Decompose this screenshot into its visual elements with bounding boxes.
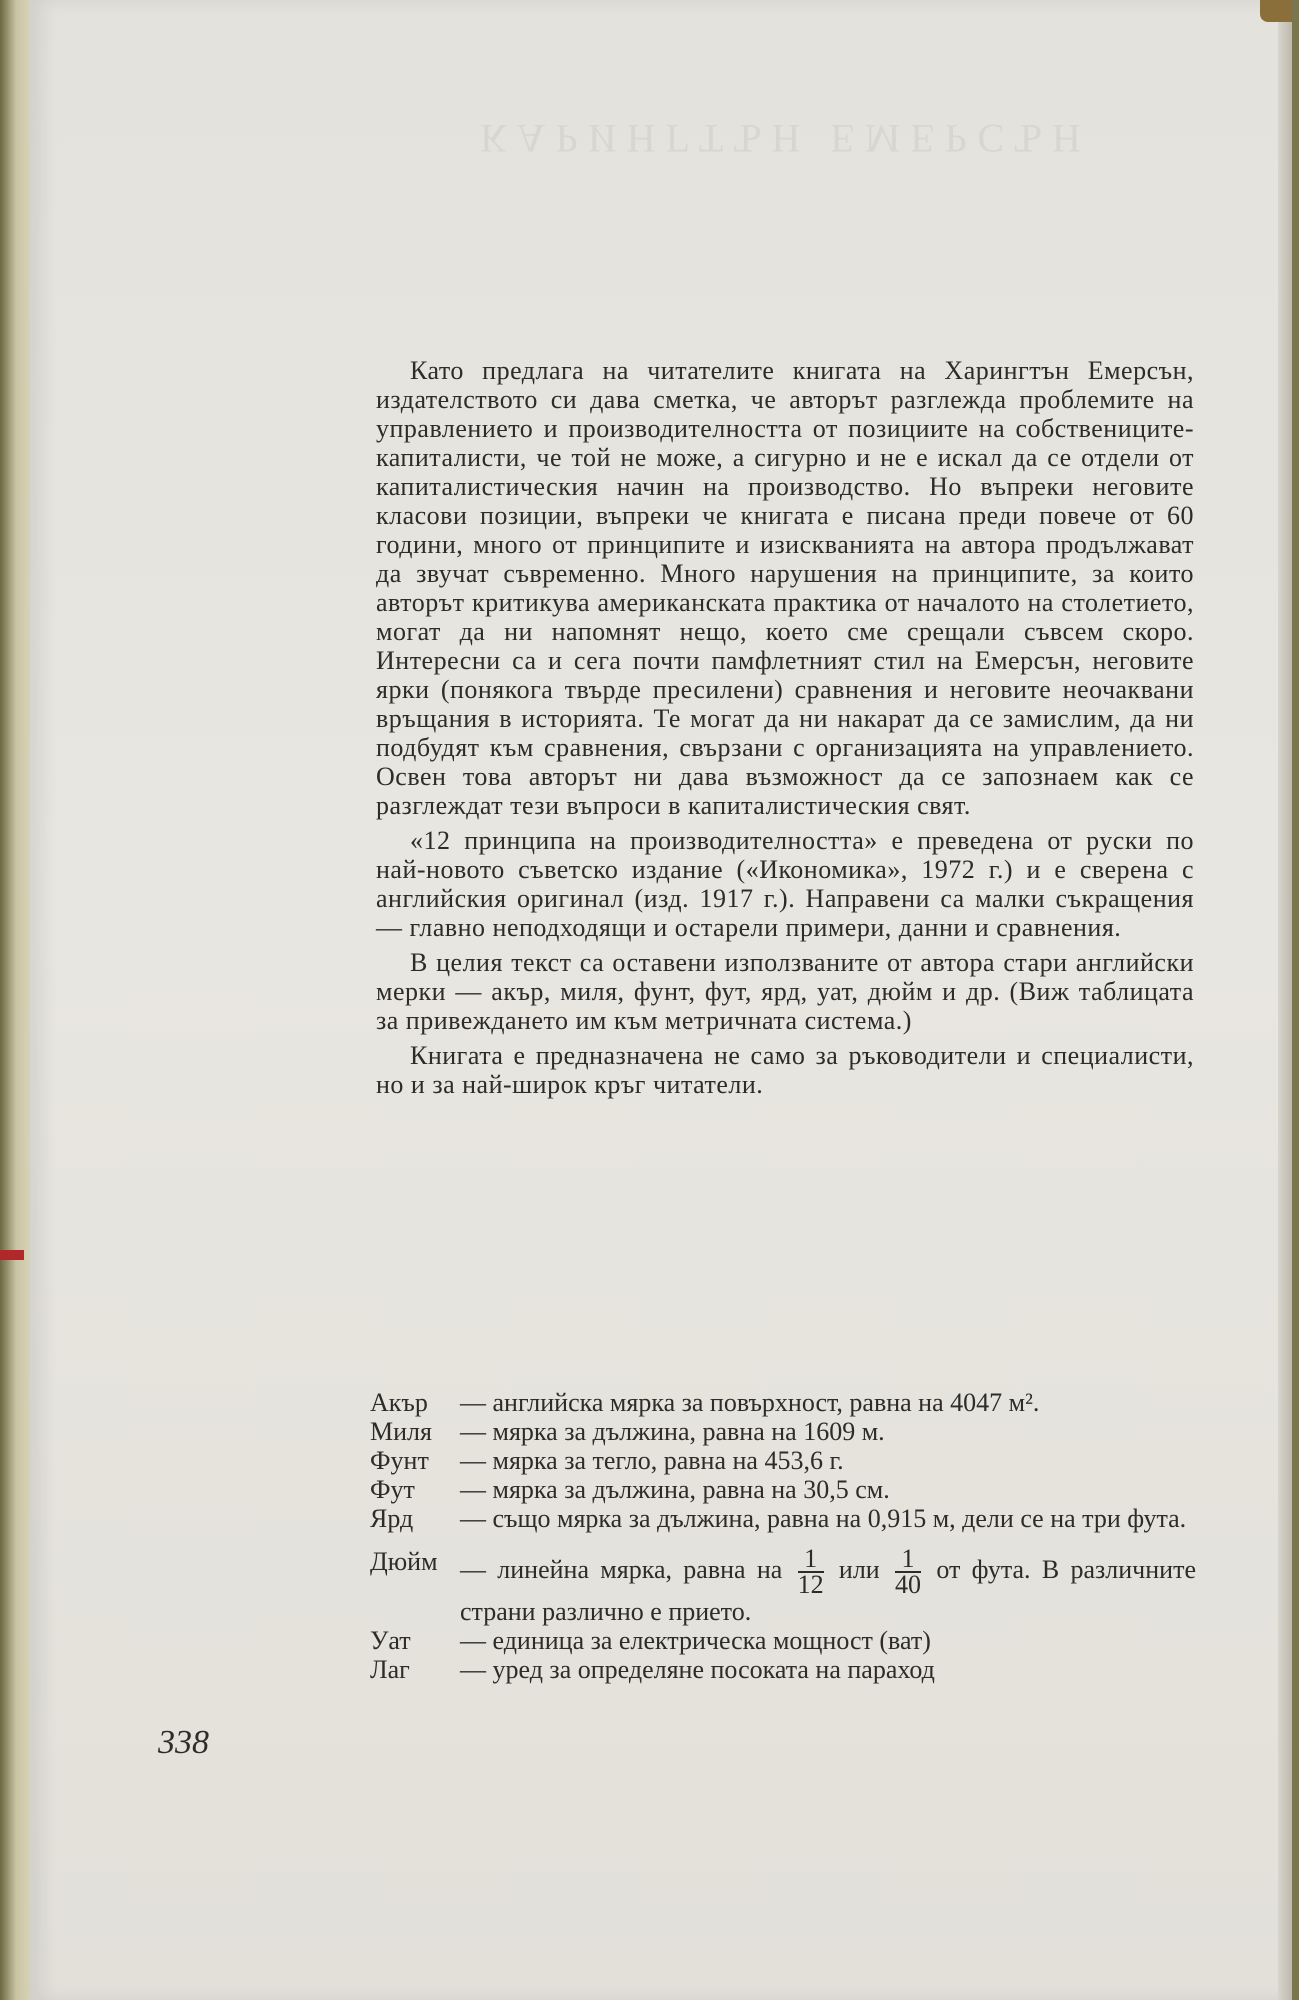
paragraph: В целия текст са оставени използваните от автора стари английски мерки — акър, миля, фунт, фут, ярд, уат, дюйм и др. (Виж таблицата за привеждането им към метричната система.)	[376, 948, 1194, 1035]
definition-term: Фут	[370, 1475, 415, 1504]
definition-term: Миля	[370, 1417, 432, 1446]
fraction-denominator: 12	[797, 1570, 824, 1599]
definition-term: Ярд	[370, 1504, 414, 1533]
definition-row	[370, 1626, 1196, 1655]
definition-term: Акър	[370, 1388, 428, 1417]
fraction-denominator: 40	[895, 1570, 922, 1599]
definition-row	[370, 1655, 1196, 1684]
definition-text: — единица за електрическа мощност (ват)	[460, 1626, 931, 1655]
definition-row	[370, 1504, 1196, 1533]
paragraph: «12 принципа на производителността» е преведена от руски по най-новото съветско издание («Икономика», 1972 г.) и е сверена с английския оригинал (изд. 1917 г.). Направени са малки съкращения — главно неподходящи и остарели примери, данни и сравнения.	[376, 826, 1194, 942]
fraction-one-twelfth	[797, 1544, 824, 1599]
definition-text: — мярка за тегло, равна на 453,6 г.	[460, 1446, 844, 1475]
definition-text	[460, 1544, 1196, 1626]
definition-row	[370, 1475, 1196, 1504]
show-through-title: КАРИНГТЪН ЕМЕРСЪН	[480, 116, 1091, 161]
definition-text-part: или	[838, 1554, 880, 1584]
definition-row	[370, 1446, 1196, 1475]
page-number: 338	[158, 1724, 209, 1761]
definition-term: Уат	[370, 1626, 411, 1655]
fraction-numerator: 1	[798, 1547, 824, 1573]
paragraph: Като предлага на читателите книгата на Харингтън Емерсън, издателството си дава сметка, че авторът разглежда проблемите на управлението и производителността от позициите на собствениците-капиталисти, че той не може, а сигурно и не е искал да се отдели от капиталистическия начин на производство. Но въпреки неговите класови позиции, въпреки че книгата е писана преди повече от 60 години, много от принципите и изискванията на автора продължават да звучат съвременно. Много нарушения на принципите, за които авторът критикува американската практика от началото на столетието, могат да ни напомнят нещо, което сме срещали съвсем скоро. Интересни са и сега почти памфлетният стил на Емерсън, неговите ярки (понякога твърде пресилени) сравнения и неговите неочаквани връщания в историята. Те могат да ни накарат да се замислим, да ни подбудят към сравнения, свързани с организацията на управлението. Освен това авторът ни дава възможност да се запознаем как се разглеждат тези въпроси в капиталистическия свят.	[376, 356, 1194, 820]
definition-text-part: — линейна мярка, равна на	[460, 1554, 783, 1584]
page-edge	[1278, 0, 1292, 2000]
definition-text: — също мярка за дължина, равна на 0,915 м, дели се на три фута.	[460, 1504, 1187, 1533]
fraction-numerator: 1	[895, 1547, 921, 1573]
definition-text: — мярка за дължина, равна на 1609 м.	[460, 1417, 885, 1446]
definition-text: — мярка за дължина, равна на 30,5 см.	[460, 1475, 890, 1504]
definition-row	[370, 1388, 1196, 1417]
paragraph: Книгата е предназначена не само за ръководители и специалисти, но и за най-широк кръг читатели.	[376, 1041, 1194, 1099]
definition-row	[370, 1544, 1196, 1626]
definition-term: Дюйм	[370, 1547, 438, 1576]
corner-tab	[1260, 0, 1292, 22]
publisher-note	[376, 356, 1194, 1105]
spine-ribbon-mark	[0, 1250, 24, 1260]
definition-row	[370, 1417, 1196, 1446]
definition-text: — уред за определяне посоката на параход	[460, 1655, 935, 1684]
units-table	[370, 1388, 1196, 1684]
definition-term: Фунт	[370, 1446, 429, 1475]
fraction-one-fortieth	[895, 1544, 922, 1599]
definition-term: Лаг	[370, 1655, 410, 1684]
definition-text-part: от фута. В различните страни различно е прието.	[460, 1554, 1196, 1626]
definition-text: — английска мярка за повърхност, равна на 4047 м².	[460, 1388, 1040, 1417]
